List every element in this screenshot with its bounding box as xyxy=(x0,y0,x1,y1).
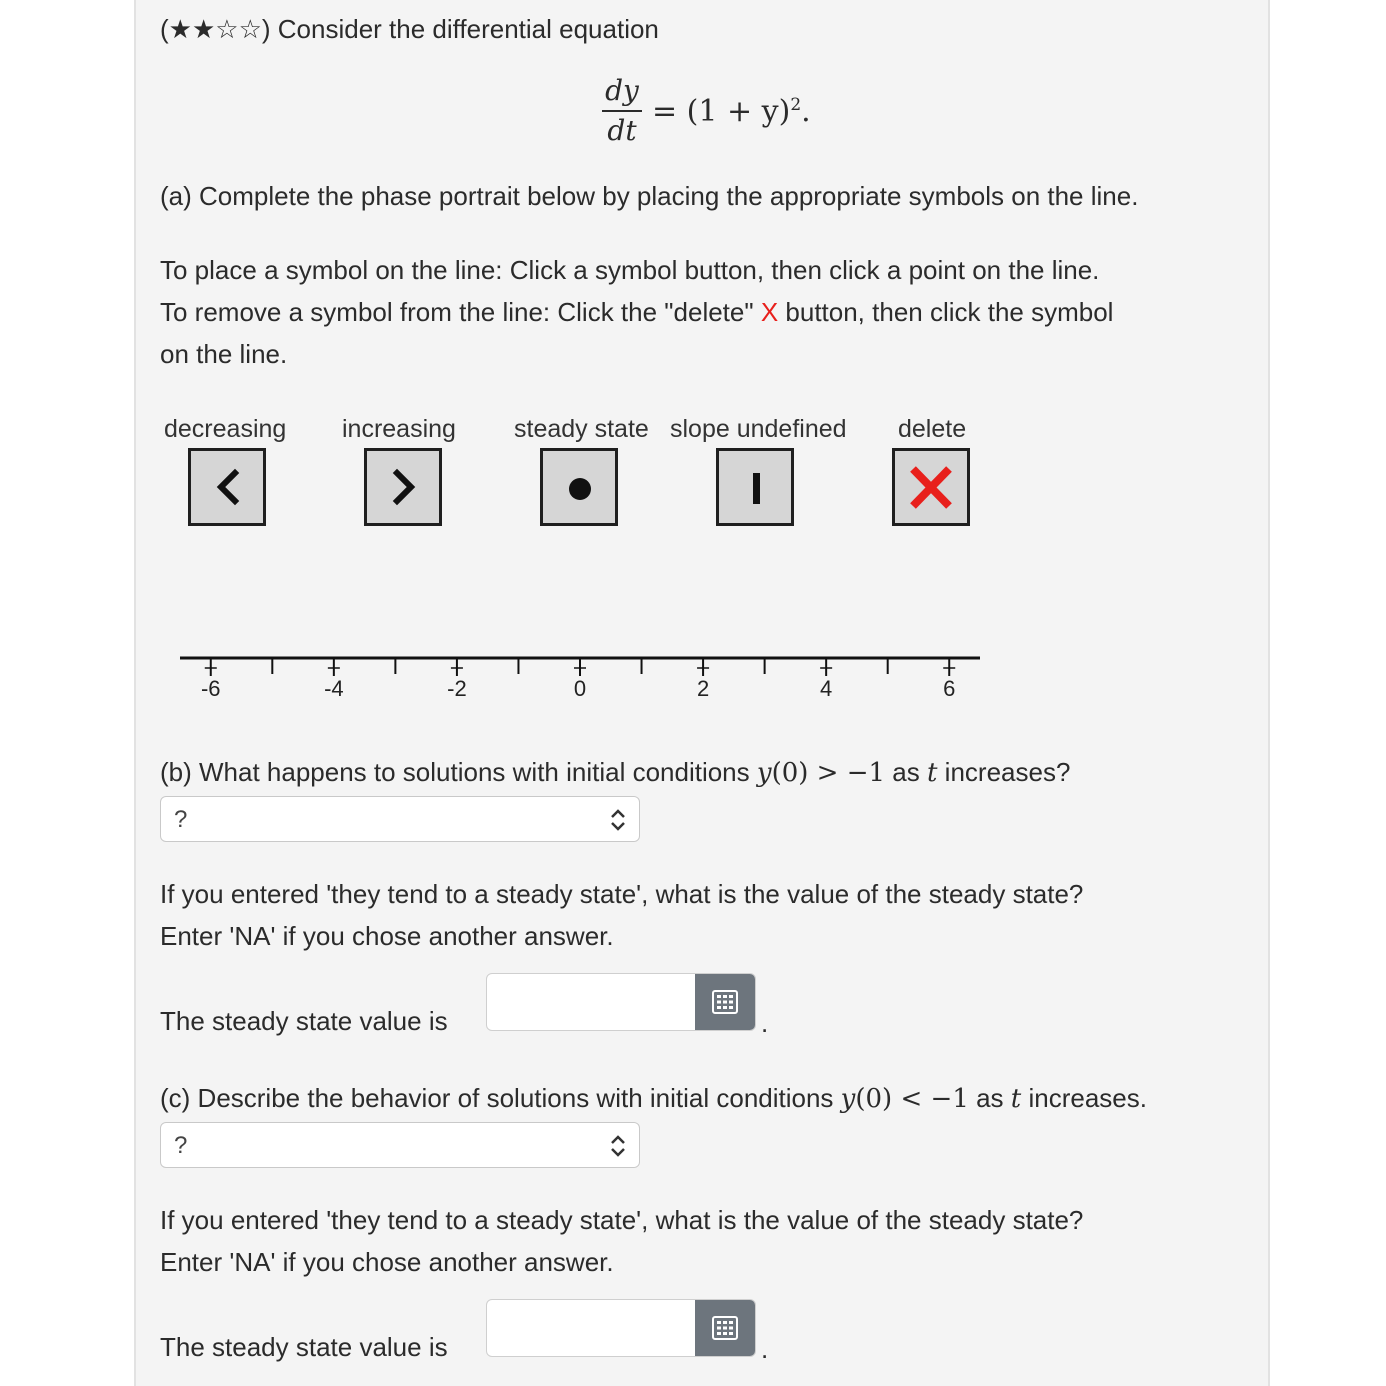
red-x-icon xyxy=(895,451,967,523)
tick-label: -4 xyxy=(324,676,344,701)
question-intro: (★★☆☆) Consider the differential equation xyxy=(160,14,659,44)
part-c-y: y xyxy=(840,1084,856,1114)
keypad-icon xyxy=(712,990,738,1014)
part-b-answer-label: The steady state value is xyxy=(160,1006,448,1036)
part-b-prompt xyxy=(160,757,1070,788)
equation-rhs-text: = (1 + y) xyxy=(652,94,791,129)
symbol-label-increasing: increasing xyxy=(342,415,456,443)
tick-label: 0 xyxy=(573,676,587,701)
slope-undefined-button[interactable] xyxy=(716,448,794,526)
part-c-answer-box xyxy=(486,1299,756,1357)
part-c-follow-1: If you entered 'they tend to a steady state', what is the value of the steady state? xyxy=(160,1205,1084,1235)
part-c-follow-2: Enter 'NA' if you chose another answer. xyxy=(160,1247,614,1277)
instruction-2-pre: To remove a symbol from the line: Click the "delete" xyxy=(160,297,761,327)
part-c-post: increases. xyxy=(1021,1083,1147,1113)
part-c-mid: as xyxy=(968,1083,1011,1113)
part-c-t: t xyxy=(1010,1084,1022,1114)
part-c-paren: (0) xyxy=(855,1084,893,1114)
part-c-rel: < xyxy=(892,1084,931,1114)
part-b-val: −1 xyxy=(846,758,886,788)
tick-label: 4 xyxy=(820,676,833,701)
part-b-y: y xyxy=(756,758,772,788)
equation-fraction xyxy=(600,74,644,148)
part-b-rel: > xyxy=(808,758,847,788)
part-c-answer-label: The steady state value is xyxy=(160,1332,448,1362)
part-c-pre: (c) Describe the behavior of solutions with initial conditions xyxy=(160,1083,841,1113)
part-b-answer-end: . xyxy=(761,1008,769,1038)
part-a-instruction-3: on the line. xyxy=(160,339,288,369)
instruction-2-post: button, then click the symbol xyxy=(778,297,1114,327)
chevron-left-icon xyxy=(191,451,263,523)
part-a-prompt: (a) Complete the phase portrait below by placing the appropriate symbols on the line. xyxy=(160,181,1139,211)
part-b-select-value: ? xyxy=(174,806,188,833)
part-c-prompt xyxy=(160,1083,1147,1114)
part-c-answer-input[interactable] xyxy=(487,1300,695,1356)
part-c-select[interactable] xyxy=(160,1122,640,1168)
symbol-label-steady-state: steady state xyxy=(514,415,649,443)
part-b-select[interactable] xyxy=(160,796,640,842)
tick-label: 6 xyxy=(943,676,956,701)
part-b-mid: as xyxy=(885,757,927,787)
instruction-red-x: X xyxy=(760,297,779,327)
part-c-keypad-button[interactable] xyxy=(695,1300,755,1356)
fraction-bar xyxy=(602,110,642,112)
part-b-post: increases? xyxy=(937,757,1071,787)
steady-state-button[interactable] xyxy=(540,448,618,526)
equation-numerator: dy xyxy=(605,74,639,107)
phase-line[interactable] xyxy=(170,640,990,710)
decreasing-button[interactable] xyxy=(188,448,266,526)
vertical-bar-icon xyxy=(719,451,791,523)
equation-end: . xyxy=(801,94,811,129)
tick-label: -2 xyxy=(447,676,467,701)
chevron-right-icon xyxy=(367,451,439,523)
part-c-val: −1 xyxy=(930,1084,969,1114)
part-b-t: t xyxy=(927,758,938,788)
symbol-label-delete: delete xyxy=(898,415,967,443)
equation-rhs xyxy=(652,94,811,129)
delete-button[interactable] xyxy=(892,448,970,526)
keypad-icon xyxy=(712,1316,738,1340)
equation-denominator: dt xyxy=(607,114,637,147)
part-b-follow-1: If you entered 'they tend to a steady state', what is the value of the steady state? xyxy=(160,879,1084,909)
tick-label: -6 xyxy=(200,676,221,701)
symbol-label-slope-undefined: slope undefined xyxy=(670,415,847,443)
part-a-instruction-2 xyxy=(160,297,1113,328)
part-b-answer-box xyxy=(486,973,756,1031)
part-c-answer-end: . xyxy=(761,1334,769,1364)
part-a-instruction-1: To place a symbol on the line: Click a symbol button, then click a point on the line. xyxy=(160,255,1100,285)
part-b-paren: (0) xyxy=(771,758,809,788)
increasing-button[interactable] xyxy=(364,448,442,526)
updown-chevron-icon xyxy=(607,807,629,833)
part-b-answer-input[interactable] xyxy=(487,974,695,1030)
part-b-pre: (b) What happens to solutions with initial conditions xyxy=(160,757,757,787)
equation-power: 2 xyxy=(790,95,802,115)
tick-label: 2 xyxy=(696,676,710,701)
part-c-select-value: ? xyxy=(174,1132,188,1159)
part-b-follow-2: Enter 'NA' if you chose another answer. xyxy=(160,921,614,951)
part-b-keypad-button[interactable] xyxy=(695,974,755,1030)
updown-chevron-icon xyxy=(607,1133,629,1159)
symbol-label-decreasing: decreasing xyxy=(164,415,287,443)
dot-icon xyxy=(543,451,615,523)
